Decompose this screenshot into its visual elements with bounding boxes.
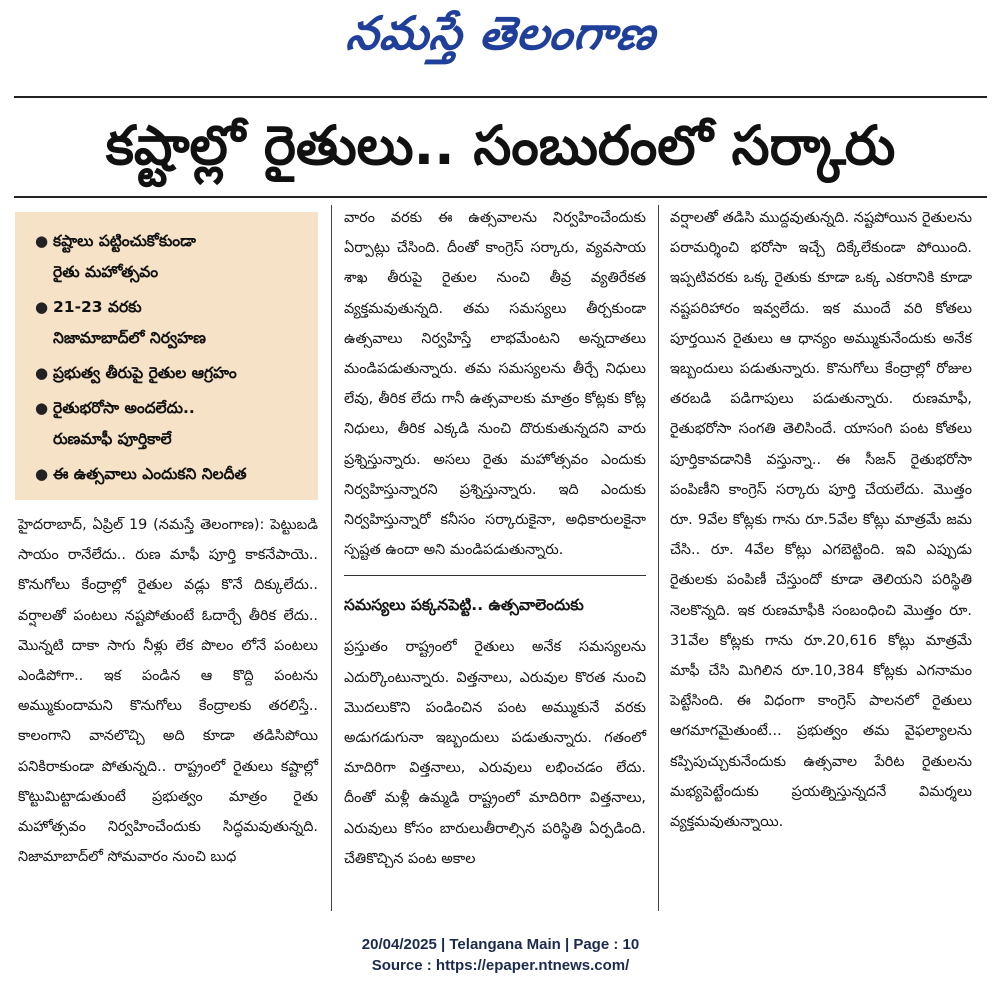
article-column-1 [18,510,318,872]
article-column-3 [670,203,972,837]
highlight-line: కష్టాలు పట్టించుకోకుండా [53,232,196,250]
headline-divider [14,196,987,198]
highlight-item [35,459,308,490]
highlight-line: ప్రభుత్వ తీరుపై రైతుల ఆగ్రహం [53,364,237,382]
highlight-item [35,292,308,354]
article-paragraph: వారం వరకు ఈ ఉత్సవాలను నిర్వహించేందుకు ఏర్పాట్లు చేసింది. దీంతో కాంగ్రెస్ సర్కారు, వ్యవసాయ శాఖ తీరుపై రైతుల నుంచి తీవ్ర వ్యతిరేకత వ్యక్తమవుతున్నది. తమ సమస్యలు తీర్చకుండా ఉత్సవాలు నిర్వహిస్తే లాభమేంటని అన్నదాతలు మండిపడుతున్నారు. తమ సమస్యలను తీర్చే నిధులు లేవు, తీరిక లేదు గానీ ఉత్సవాలకు మాత్రం కోట్లకు కోట్ల నిధులు, తీరిక ఎక్కడి నుంచి దొరుకుతున్నదని వారు ప్రశ్నిస్తున్నారు. అసలు రైతు మహోత్సవం ఎందుకు నిర్వహిస్తున్నారని ప్రశ్నిస్తున్నారు. ఇది ఎందుకు నిర్వహిస్తున్నారో కనీసం సర్కారుకైనా, అధికారులకైనా స్పష్టత ఉందా అని మండిపడుతున్నారు. [344,210,646,559]
bullet-icon: ● [35,364,49,382]
highlight-line: నిజామాబాద్‌లో నిర్వహణ [53,329,206,347]
masthead-logo [0,6,1001,76]
column-divider [331,205,332,911]
highlight-line: రుణమాఫీ పూర్తికాలే [53,430,172,448]
footer-date-page: 20/04/2025 | Telangana Main | Page : 10 [361,936,640,953]
bullet-icon: ● [35,232,49,250]
highlights-box [15,212,318,500]
masthead-title: నమస్తే తెలంగాణ [343,6,659,60]
bullet-icon: ● [35,399,49,417]
article-column-2 [344,203,646,874]
column-divider [658,205,659,911]
highlight-line: రైతుభరోసా అందలేదు.. [53,399,195,417]
article-paragraph: ప్రస్తుతం రాష్ట్రంలో రైతులు అనేక సమస్యలను ఎదుర్కొంటున్నారు. విత్తనాలు, ఎరువుల కొరత నుంచి మొదలుకొని పండించిన పంట అమ్ముకునే వరకు అడుగడుగునా ఇబ్బందులు పడుతున్నారు. గతంలో మాదిరిగా విత్తనాలు, ఎరువులు లభించడం లేదు. దీంతో మళ్లీ ఉమ్మడి రాష్ట్రంలో మాదిరిగా విత్తనాలు, ఎరువులు కోసం బారులుతీరాల్సిన పరిస్థితి ఏర్పడింది. చేతికొచ్చిన పంట అకాల [344,639,646,867]
masthead-divider [14,96,987,98]
article-paragraph: హైదరాబాద్, ఏప్రిల్ 19 (నమస్తే తెలంగాణ): పెట్టుబడి సాయం రానేలేదు.. రుణ మాఫీ పూర్తి కాకనేపాయె.. కొనుగోలు కేంద్రాల్లో రైతుల వడ్లు కొనే దిక్కులేదు.. వర్షాలతో పంటలు నష్టపోతుంటే ఓదార్చే తీరిక లేదు.. మొన్నటి దాకా సాగు నీళ్లు లేక పొలం లోనే పంటలు ఎండిపోగా.. ఇక పండిన ఆ కొద్ది పంటను అమ్ముకుందామని కొనుగోలు కేంద్రాలకు తరలిస్తే.. కాలంగాని వానలొచ్చి అది కూడా తడిసిపోయి పనికిరాకుండా పోతున్నది.. రాష్ట్రంలో రైతులు కష్టాల్లో కొట్టుమిట్టాడుతుంటే ప్రభుత్వం మాత్రం రైతు మహోత్సవం నిర్వహించేందుకు సిద్ధమవుతున్నది. నిజామాబాద్‌లో సోమవారం నుంచి బుధ [18,517,318,866]
subhead-divider [344,575,646,576]
highlight-item [35,226,308,288]
bullet-icon: ● [35,465,49,483]
bullet-icon: ● [35,298,49,316]
highlight-item [35,358,308,389]
highlights-list [35,226,308,490]
highlight-line: 21-23 వరకు [53,298,142,316]
highlight-line: రైతు మహోత్సవం [53,263,159,281]
highlight-line: ఈ ఉత్సవాలు ఎందుకని నిలదీత [53,465,247,483]
article-paragraph: వర్షాలతో తడిసి ముద్దవుతున్నది. నష్టపోయిన రైతులను పరామర్శించి భరోసా ఇచ్చే దిక్కేలేకుండా పోయింది. ఇప్పటివరకు ఒక్క రైతుకు కూడా ఒక్క ఎకరానికి కూడా నష్టపరిహారం ఇవ్వలేదు. ఇక ముందే వరి కోతలు పూర్తయిన రైతులు ఆ ధాన్యం అమ్ముకునేందుకు అనేక ఇబ్బందులు పడుతున్నారు. కొనుగోలు కేంద్రాల్లో రోజుల తరబడి పడిగాపులు పడుతున్నారు. రుణమాఫీ, రైతుభరోసా సంగతి తెలిసిందే. యాసంగి పంట కోతలు పూర్తికావడానికి వస్తున్నా.. ఈ సీజన్ రైతుభరోసా పంపిణీని కాంగ్రెస్ సర్కారు పూర్తి చేయలేదు. మొత్తం రూ. 9వేల కోట్లకు గాను రూ.5వేల కోట్లు మాత్రమే జమ చేసి.. రూ. 4వేల కోట్లు ఎగబెట్టింది. ఇవి ఎప్పుడు రైతులకు పంపిణీ చేస్తుందో కూడా తెలియని పరిస్థితి నెలకొన్నది. ఇక రుణమాఫీకి సంబంధించి మొత్తం రూ. 31వేల కోట్లకు గాను రూ.20,616 కోట్లు మాత్రమే మాఫీ చేసి మిగిలిన రూ.10,384 కోట్లకు ఎగనామం పెట్టేసింది. ఈ విధంగా కాంగ్రెస్ పాలనలో రైతులు ఆగమాగమైతుంటే... ప్రభుత్వం తమ వైఫల్యాలను కప్పిపుచ్చుకునేందుకు ఉత్సవాల పేరిట రైతులను మభ్యపెట్టేందుకు ప్రయత్నిస్తున్నదనే విమర్శలు వ్యక్తమవుతున్నాయి. [670,210,972,831]
footer-source-link[interactable]: Source : https://epaper.ntnews.com/ [371,957,630,974]
source-footer [0,934,1001,976]
headline: కష్టాల్లో రైతులు.. సంబురంలో సర్కారు [105,114,896,177]
article-subheading: సమస్యలు పక్కనపెట్టి.. ఉత్సవాలెందుకు [344,596,584,615]
highlight-item [35,393,308,455]
